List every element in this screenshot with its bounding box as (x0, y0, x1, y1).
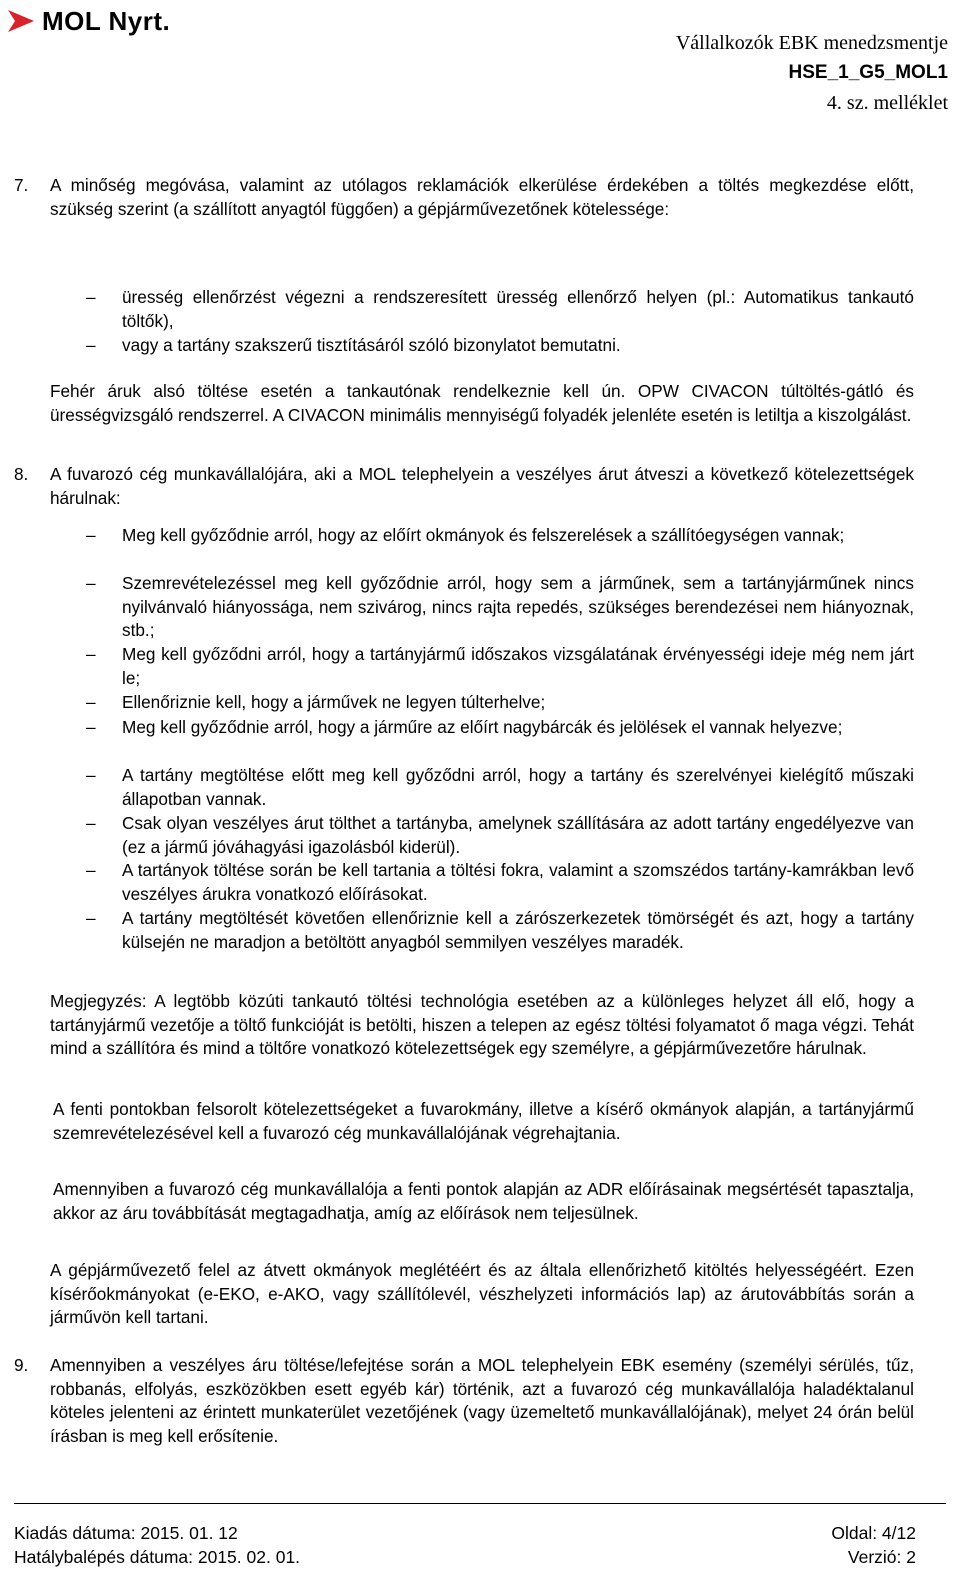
section-number: 9. (14, 1355, 29, 1375)
section-7-intro: A minőség megóvása, valamint az utólagos reklamációk elkerülése érdekében a töltés megkezdése előtt, szükség szerint (a szállított anyagtól függően) a gépjárművezetőnek kötelessége: (50, 175, 914, 219)
list-item: Meg kell győződni arról, hogy a tartányjármű időszakos vizsgálatának érvényességi ideje még nem járt le; (122, 644, 914, 688)
version: Verzió: 2 (847, 1547, 916, 1567)
mol-arrow-icon (6, 8, 36, 34)
body-paragraph: A gépjárművezető felel az átvett okmányok meglétéért és az általa ellenőrizhető kitöltés helyességéért. Ezen kísérőokmányokat (e-EKO, e-AKO, vagy szállítólevél, vészhelyzeti információs lap) az árutovábbítás során a járművön kell tartani. (50, 1260, 914, 1328)
list-dash: – (86, 813, 96, 833)
list-dash: – (86, 692, 96, 712)
body-paragraph: A fenti pontokban felsorolt kötelezettségeket a fuvarokmány, illetve a kísérő okmányok alapján, a tartányjármű szemrevételezésével kell a fuvarozó cég munkavállalójának végrehajtania. (53, 1099, 914, 1143)
list-item: Szemrevételezéssel meg kell győződnie arról, hogy sem a járműnek, sem a tartányjárműnek nincs nyilvánvaló hiányossága, nem szivárog, nincs rajta repedés, szükséges berendezései nem hiányoznak, stb.; (122, 573, 914, 641)
list-item: A tartány megtöltését követően ellenőriznie kell a zárószerkezetek tömörségét és azt, hogy a tartány külsején ne maradjon a betöltött anyagból semmilyen veszélyes maradék. (122, 908, 914, 952)
document-title: Vállalkozók EBK menedzsmentje (675, 32, 948, 54)
list-item: A tartány megtöltése előtt meg kell győződni arról, hogy a tartány és szerelvényei kielégítő műszaki állapotban vannak. (122, 765, 914, 809)
section-7-note: Fehér áruk alsó töltése esetén a tankautónak rendelkeznie kell ún. OPW CIVACON túltöltés-gátló és ürességvizsgáló rendszerrel. A CIVACON minimális mennyiségű folyadék jelenléte esetén is letiltja a kiszolgálást. (50, 381, 914, 425)
list-item: vagy a tartány szakszerű tisztításáról szóló bizonylatot bemutatni. (122, 335, 621, 355)
list-item: Meg kell győződnie arról, hogy a járműre az előírt nagybárcák és jelölések el vannak helyezve; (122, 717, 843, 737)
document-code: HSE_1_G5_MOL1 (788, 62, 948, 83)
company-logo (6, 6, 170, 36)
footer-divider (14, 1503, 946, 1504)
list-dash: – (86, 287, 96, 307)
list-dash: – (86, 717, 96, 737)
section-number: 7. (14, 175, 29, 195)
list-dash: – (86, 765, 96, 785)
list-dash: – (86, 573, 96, 593)
body-paragraph: Amennyiben a fuvarozó cég munkavállalója a fenti pontok alapján az ADR előírásainak megsértését tapasztalja, akkor az áru továbbítását megtagadhatja, amíg az előírások nem teljesülnek. (53, 1179, 914, 1223)
list-item: A tartányok töltése során be kell tartania a töltési fokra, valamint a szomszédos tartány-kamrákban levő veszélyes árukra vonatkozó előírásokat. (122, 860, 914, 904)
list-dash: – (86, 908, 96, 928)
list-item: Ellenőriznie kell, hogy a járművek ne legyen túlterhelve; (122, 692, 546, 712)
issue-date: Kiadás dátuma: 2015. 01. 12 (14, 1523, 238, 1543)
list-dash: – (86, 860, 96, 880)
list-dash: – (86, 335, 96, 355)
section-8-intro: A fuvarozó cég munkavállalójára, aki a MOL telephelyein a veszélyes árut átveszi a következő kötelezettségek hárulnak: (50, 464, 914, 508)
list-item: Meg kell győződnie arról, hogy az előírt okmányok és felszerelések a szállítóegységen vannak; (122, 525, 845, 545)
list-dash: – (86, 525, 96, 545)
section-9-text: Amennyiben a veszélyes áru töltése/lefejtése során a MOL telephelyein EBK esemény (személyi sérülés, tűz, robbanás, elfolyás, eszközökben esett egyéb kár) történik, azt a fuvarozó cég munkavállalója haladéktalanul köteles jelenteni az érintett munkaterület vezetőjének (vagy üzemeltető munkavállalójának), melyet 24 órán belül írásban is meg kell erősítenie. (50, 1355, 914, 1446)
effective-date: Hatálybalépés dátuma: 2015. 02. 01. (14, 1547, 301, 1567)
list-item: üresség ellenőrzést végezni a rendszeresített üresség ellenőrző helyen (pl.: Automatikus tankautó töltők), (122, 287, 914, 331)
section-number: 8. (14, 464, 29, 484)
note-paragraph: Megjegyzés: A legtöbb közúti tankautó töltési technológia esetében az a különleges helyzet áll elő, hogy a tartányjármű vezetője a töltő funkcióját is betölti, hiszen a telepen az egész töltési folyamatot ő maga végzi. Tehát mind a szállítóra és mind a töltőre vonatkozó kötelezettségek egy személyre, a gépjárművezetőre hárulnak. (50, 991, 914, 1059)
page-number: Oldal: 4/12 (831, 1523, 916, 1543)
list-item: Csak olyan veszélyes árut tölthet a tartányba, amelynek szállítására az adott tartány engedélyezve van (ez a jármű jóváhagyási igazolásból kiderül). (122, 813, 914, 857)
logo-text: MOL Nyrt. (42, 5, 171, 36)
annex-label: 4. sz. melléklet (826, 92, 948, 114)
list-dash: – (86, 644, 96, 664)
